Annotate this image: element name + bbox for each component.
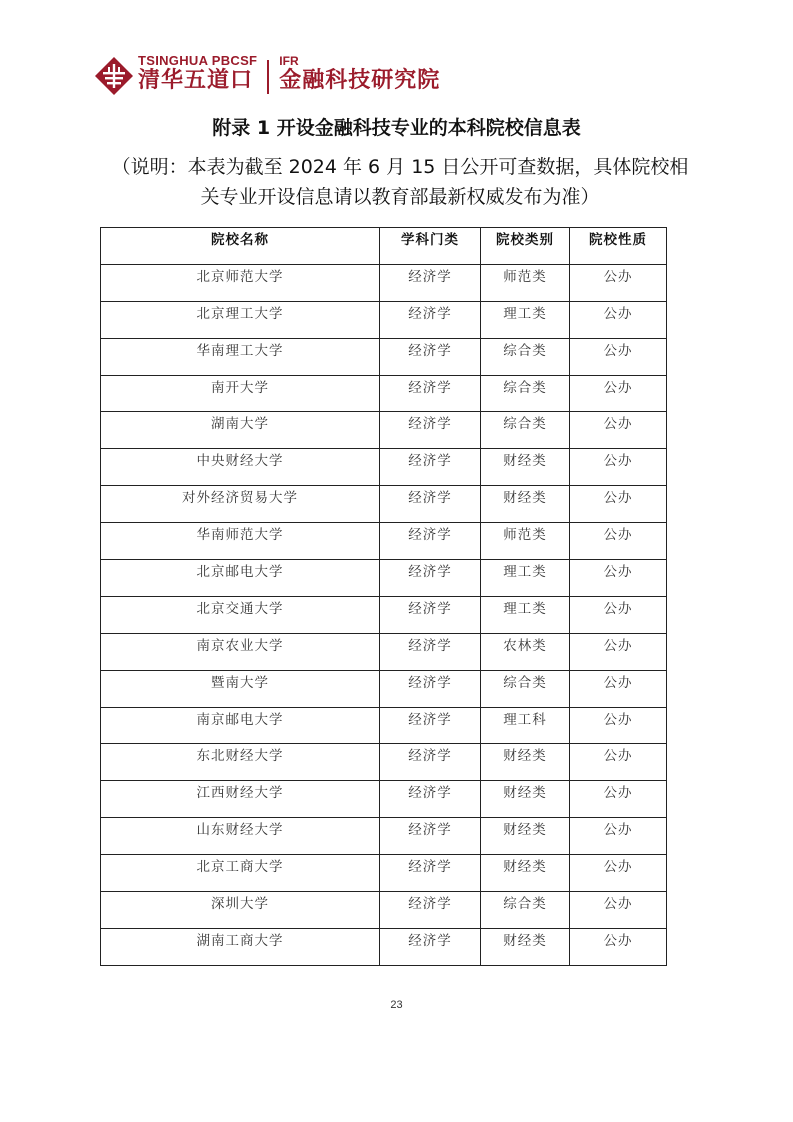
table-row <box>101 560 667 597</box>
header-school-name: 院校名称 <box>101 228 380 265</box>
discipline-cell: 经济学 <box>380 633 481 670</box>
table-row <box>101 523 667 560</box>
school-name-cell: 暨南大学 <box>101 670 380 707</box>
discipline-cell: 经济学 <box>380 264 481 301</box>
school-name-cell: 湖南大学 <box>101 412 380 449</box>
category-cell: 理工类 <box>481 301 570 338</box>
school-name-cell: 北京工商大学 <box>101 855 380 892</box>
school-name-cell: 深圳大学 <box>101 892 380 929</box>
nature-cell: 公办 <box>570 264 667 301</box>
discipline-cell: 经济学 <box>380 928 481 965</box>
discipline-cell: 经济学 <box>380 596 481 633</box>
discipline-cell: 经济学 <box>380 892 481 929</box>
logo-chinese-name: 清华五道口 <box>138 68 254 93</box>
page-title: 附录 1 开设金融科技专业的本科院校信息表 <box>212 117 581 139</box>
school-name-cell: 江西财经大学 <box>101 781 380 818</box>
category-cell: 财经类 <box>481 449 570 486</box>
nature-cell: 公办 <box>570 449 667 486</box>
note-line-2: 关专业开设信息请以教育部最新权威发布为准） <box>200 186 600 208</box>
discipline-cell: 经济学 <box>380 670 481 707</box>
table-row <box>101 744 667 781</box>
school-name-cell: 华南师范大学 <box>101 523 380 560</box>
school-name-cell: 山东财经大学 <box>101 818 380 855</box>
nature-cell: 公办 <box>570 892 667 929</box>
school-name-cell: 东北财经大学 <box>101 744 380 781</box>
nature-cell: 公办 <box>570 412 667 449</box>
discipline-cell: 经济学 <box>380 375 481 412</box>
table-row <box>101 633 667 670</box>
table-row <box>101 449 667 486</box>
discipline-cell: 经济学 <box>380 301 481 338</box>
table-header-row <box>101 228 667 265</box>
school-name-cell: 华南理工大学 <box>101 338 380 375</box>
category-cell: 财经类 <box>481 486 570 523</box>
category-cell: 综合类 <box>481 892 570 929</box>
page-header <box>94 54 440 100</box>
category-cell: 财经类 <box>481 855 570 892</box>
discipline-cell: 经济学 <box>380 486 481 523</box>
table-row <box>101 596 667 633</box>
category-cell: 财经类 <box>481 781 570 818</box>
table-row <box>101 264 667 301</box>
nature-cell: 公办 <box>570 928 667 965</box>
nature-cell: 公办 <box>570 375 667 412</box>
nature-cell: 公办 <box>570 818 667 855</box>
nature-cell: 公办 <box>570 633 667 670</box>
school-name-cell: 南京邮电大学 <box>101 707 380 744</box>
table-row <box>101 486 667 523</box>
discipline-cell: 经济学 <box>380 412 481 449</box>
nature-cell: 公办 <box>570 301 667 338</box>
category-cell: 财经类 <box>481 928 570 965</box>
discipline-cell: 经济学 <box>380 744 481 781</box>
category-cell: 理工类 <box>481 560 570 597</box>
school-name-cell: 湖南工商大学 <box>101 928 380 965</box>
logo-text-group <box>138 54 257 94</box>
category-cell: 师范类 <box>481 264 570 301</box>
university-info-table <box>100 227 667 966</box>
discipline-cell: 经济学 <box>380 449 481 486</box>
discipline-cell: 经济学 <box>380 523 481 560</box>
table-row <box>101 338 667 375</box>
header-school-nature: 院校性质 <box>570 228 667 265</box>
school-name-cell: 南京农业大学 <box>101 633 380 670</box>
school-name-cell: 北京理工大学 <box>101 301 380 338</box>
table-row <box>101 781 667 818</box>
nature-cell: 公办 <box>570 523 667 560</box>
school-name-cell: 北京师范大学 <box>101 264 380 301</box>
header-discipline: 学科门类 <box>380 228 481 265</box>
page-number: 23 <box>390 999 403 1011</box>
discipline-cell: 经济学 <box>380 707 481 744</box>
category-cell: 理工科 <box>481 707 570 744</box>
nature-cell: 公办 <box>570 855 667 892</box>
nature-cell: 公办 <box>570 486 667 523</box>
table-row <box>101 301 667 338</box>
discipline-cell: 经济学 <box>380 560 481 597</box>
category-cell: 农林类 <box>481 633 570 670</box>
table-row <box>101 670 667 707</box>
explanatory-note <box>100 152 700 212</box>
category-cell: 综合类 <box>481 670 570 707</box>
ifr-text-group <box>279 54 440 94</box>
ifr-chinese-name: 金融科技研究院 <box>279 68 441 93</box>
table-row <box>101 412 667 449</box>
nature-cell: 公办 <box>570 596 667 633</box>
nature-cell: 公办 <box>570 560 667 597</box>
school-name-cell: 对外经济贸易大学 <box>101 486 380 523</box>
discipline-cell: 经济学 <box>380 855 481 892</box>
category-cell: 综合类 <box>481 412 570 449</box>
category-cell: 理工类 <box>481 596 570 633</box>
category-cell: 综合类 <box>481 375 570 412</box>
school-name-cell: 北京交通大学 <box>101 596 380 633</box>
school-name-cell: 中央财经大学 <box>101 449 380 486</box>
table-row <box>101 375 667 412</box>
table-row <box>101 707 667 744</box>
discipline-cell: 经济学 <box>380 781 481 818</box>
category-cell: 财经类 <box>481 818 570 855</box>
table-row <box>101 855 667 892</box>
nature-cell: 公办 <box>570 744 667 781</box>
tsinghua-pbcsf-logo-icon <box>94 56 134 96</box>
school-name-cell: 北京邮电大学 <box>101 560 380 597</box>
discipline-cell: 经济学 <box>380 338 481 375</box>
note-line-1: （说明：本表为截至 2024 年 6 月 15 日公开可查数据，具体院校相 <box>111 156 689 178</box>
logo-divider <box>267 60 269 94</box>
nature-cell: 公办 <box>570 707 667 744</box>
nature-cell: 公办 <box>570 781 667 818</box>
school-name-cell: 南开大学 <box>101 375 380 412</box>
logo-english-name: TSINGHUA PBCSF <box>138 53 258 68</box>
category-cell: 财经类 <box>481 744 570 781</box>
discipline-cell: 经济学 <box>380 818 481 855</box>
category-cell: 师范类 <box>481 523 570 560</box>
category-cell: 综合类 <box>481 338 570 375</box>
nature-cell: 公办 <box>570 338 667 375</box>
ifr-english-name: IFR <box>279 54 299 68</box>
nature-cell: 公办 <box>570 670 667 707</box>
table-row <box>101 928 667 965</box>
header-school-category: 院校类别 <box>481 228 570 265</box>
table-row <box>101 818 667 855</box>
table-row <box>101 892 667 929</box>
